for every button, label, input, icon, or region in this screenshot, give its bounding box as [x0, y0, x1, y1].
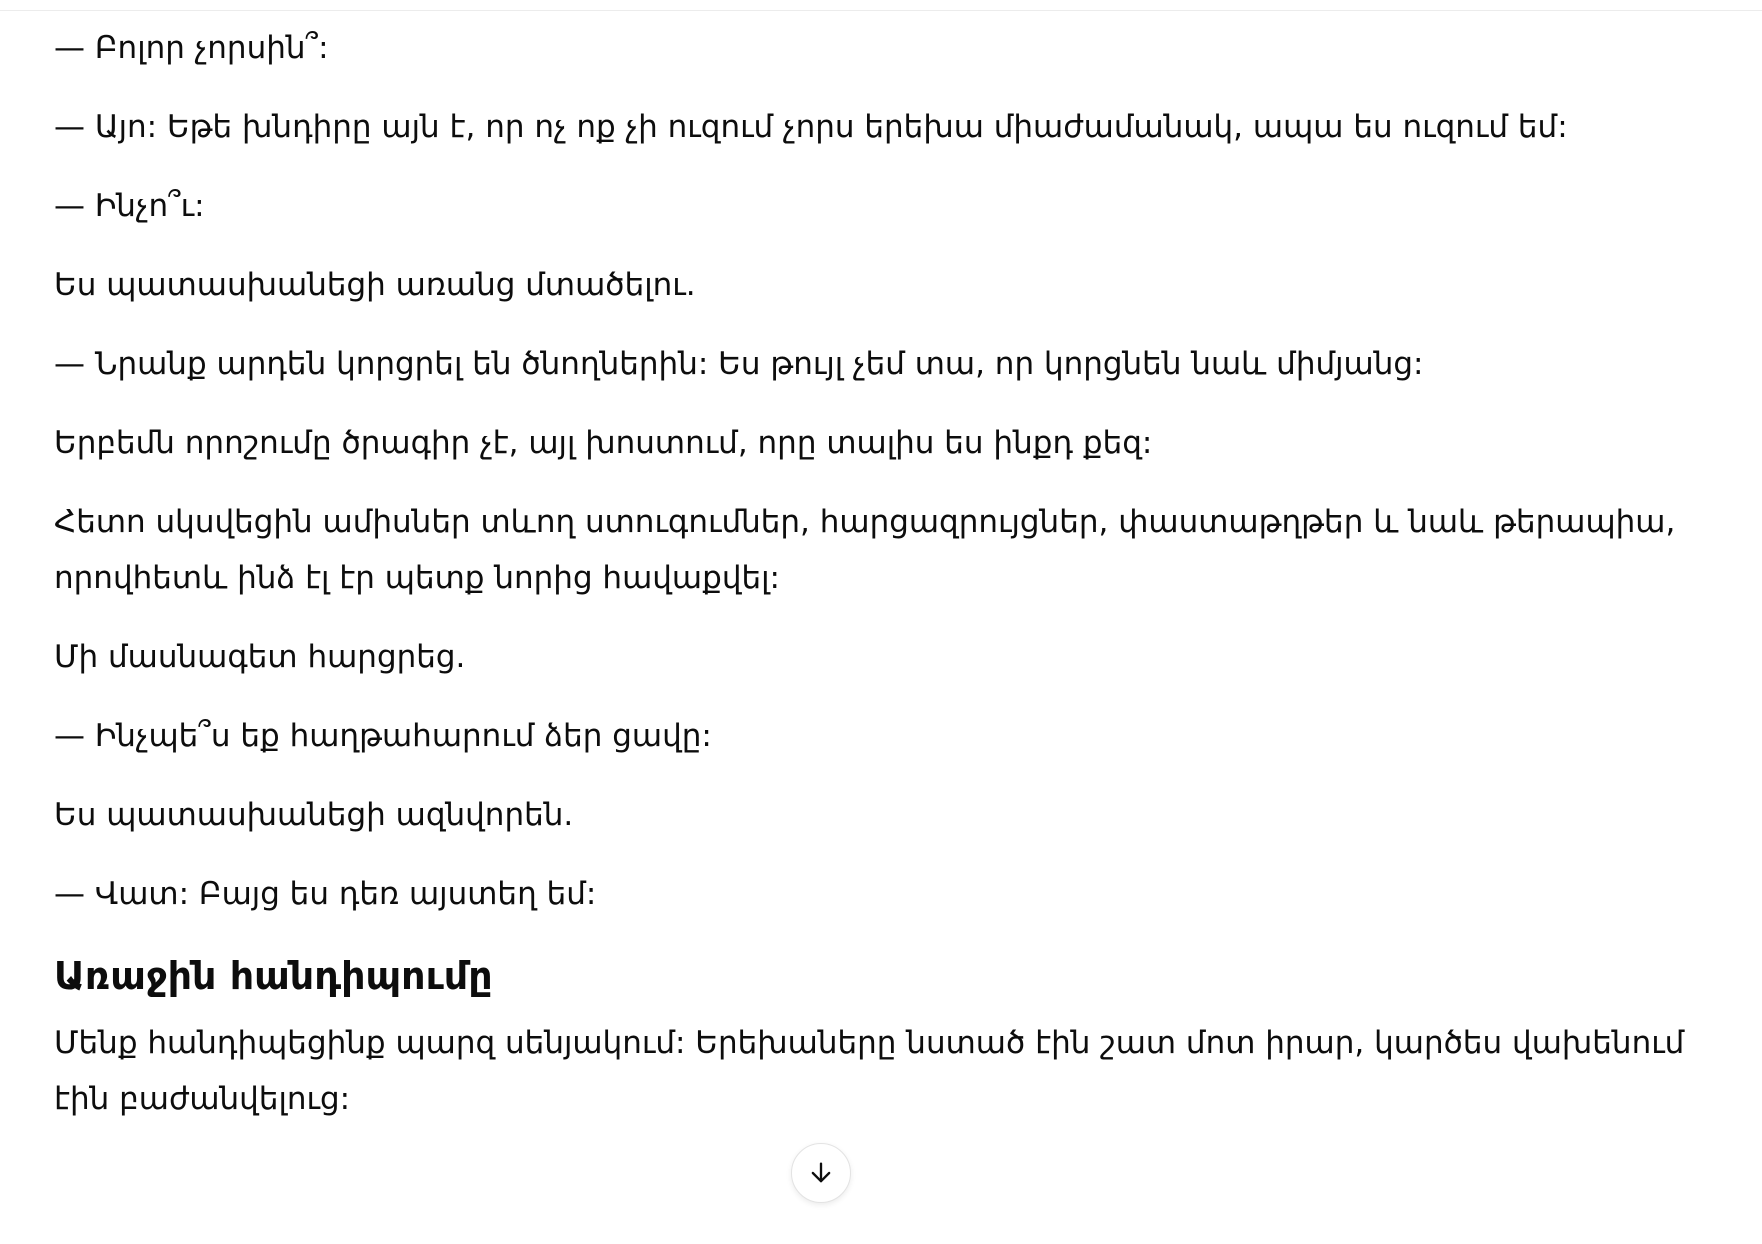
arrow-down-icon [807, 1159, 835, 1187]
paragraph-4: Ես պատասխանեցի առանց մտածելու. [54, 267, 696, 303]
paragraph-7-line-2: որովհետև ինձ էլ էր պետք նորից հավաքվել: [54, 560, 781, 596]
paragraph-2: — Այո: Եթե խնդիրը այն է, որ ոչ ոք չի ուզում չորս երեխա միաժամանակ, ապա ես ուզում եմ: [54, 109, 1568, 145]
paragraph-8: Մի մասնագետ հարցրեց. [54, 639, 466, 675]
paragraph-7-line-1: Հետո սկսվեցին ամիսներ տևող ստուգումներ, հարցազրույցներ, փաստաթղթեր և նաև թերապիա, [54, 504, 1676, 540]
paragraph-10: Ես պատասխանեցի ազնվորեն. [54, 797, 574, 833]
paragraph-3: — Ինչո՞ւ: [54, 188, 205, 224]
final-paragraph-line-1: Մենք հանդիպեցինք պարզ սենյակում: Երեխաները նստած էին շատ մոտ իրար, կարծես վախենում [54, 1025, 1685, 1061]
top-header-bar [0, 0, 1762, 11]
final-paragraph-line-2: էին բաժանվելուց: [54, 1081, 351, 1117]
scroll-to-bottom-button[interactable] [791, 1143, 851, 1203]
paragraph-11: — Վատ: Բայց ես դեռ այստեղ եմ: [54, 876, 597, 912]
section-heading: Առաջին հանդիպումը [54, 954, 493, 998]
paragraph-9: — Ինչպե՞ս եք հաղթահարում ձեր ցավը: [54, 718, 712, 754]
paragraph-6: Երբեմն որոշումը ծրագիր չէ, այլ խոստում, որը տալիս ես ինքդ քեզ: [54, 425, 1153, 461]
paragraph-1: — Բոլոր չորսին՞: [54, 30, 329, 66]
paragraph-5: — Նրանք արդեն կորցրել են ծնողներին: Ես թույլ չեմ տա, որ կորցնեն նաև միմյանց: [54, 346, 1424, 382]
